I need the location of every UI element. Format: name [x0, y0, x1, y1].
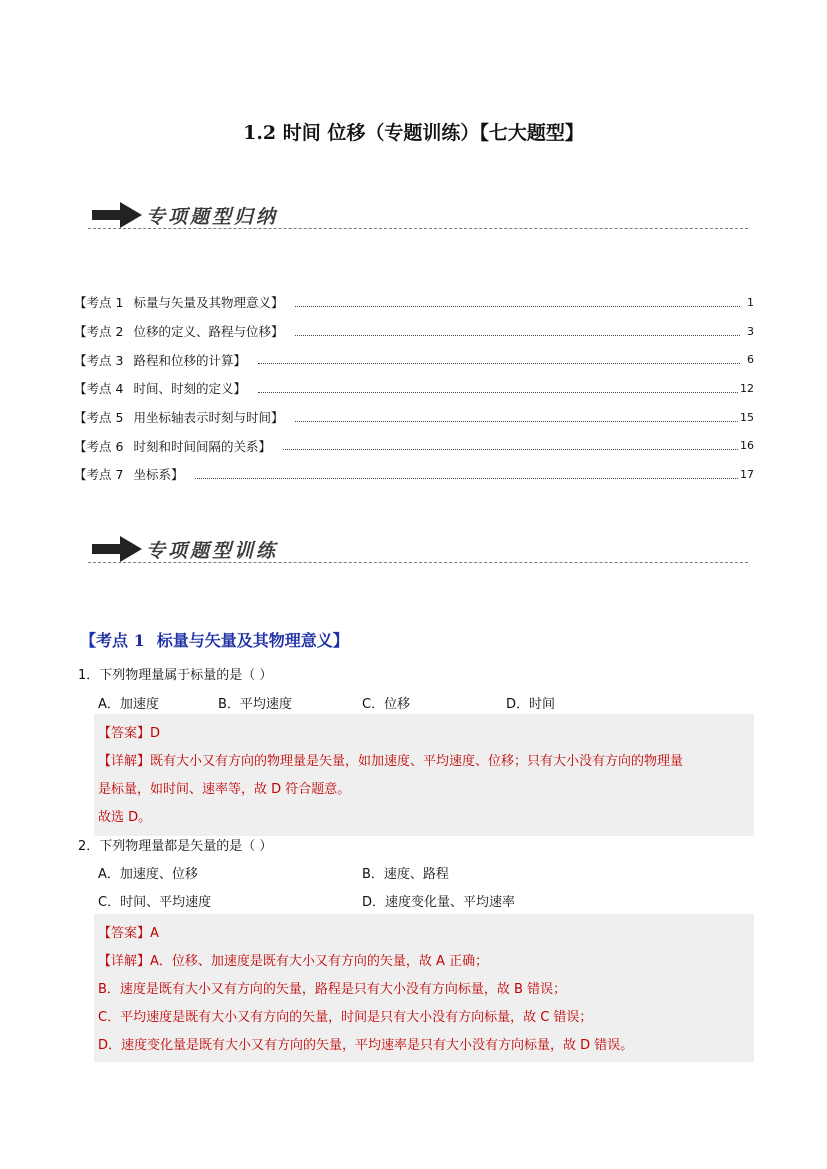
toc-tag: 【考点 6 [74, 438, 124, 454]
toc-item[interactable] [74, 317, 754, 346]
toc-label: 时间、时刻的定义】 [133, 381, 246, 397]
arrow-right-icon [92, 202, 142, 228]
toc-item[interactable] [74, 403, 754, 432]
detail-label: 【详解】 [98, 754, 151, 769]
option-d[interactable]: D．速度变化量、平均速率 [362, 895, 516, 910]
option-d[interactable]: D．时间 [506, 697, 556, 712]
toc-label: 用坐标轴表示时刻与时间】 [133, 410, 284, 426]
toc-tag: 【考点 5 [74, 410, 124, 426]
page-title: 1.2 时间 位移（专题训练）【七大题型】 [243, 122, 584, 144]
answer-label: 【答案】 [98, 926, 151, 941]
detail-label: 【详解】 [98, 954, 151, 969]
toc-tag: 【考点 1 [74, 295, 124, 311]
banner-title: 专项题型归纳 [146, 206, 279, 228]
toc-tag: 【考点 2 [74, 324, 124, 340]
option-a[interactable]: A．加速度 [98, 697, 159, 712]
toc-item[interactable] [74, 460, 754, 489]
answer-label: 【答案】 [98, 726, 151, 741]
toc-label: 坐标系】 [133, 467, 184, 483]
section-label: 标量与矢量及其物理意义】 [156, 631, 349, 650]
option-c[interactable]: C．时间、平均速度 [98, 895, 212, 910]
option-b[interactable]: B．速度、路程 [362, 867, 449, 882]
arrow-right-icon [92, 536, 142, 562]
toc-leader [195, 478, 738, 479]
toc-item[interactable] [74, 345, 754, 374]
question-options [98, 863, 738, 883]
question-stem: 2．下列物理量都是矢量的是（ ） [78, 839, 273, 854]
toc-leader [295, 421, 738, 422]
divider [88, 562, 748, 563]
toc-page-number: 6 [747, 353, 754, 367]
toc-leader [295, 335, 740, 336]
toc-item[interactable] [74, 374, 754, 403]
toc-leader [258, 363, 740, 364]
answer-value: A [150, 926, 159, 941]
detail-text: A．位移、加速度是既有大小又有方向的矢量，故 A 正确； [150, 954, 489, 969]
toc-label: 路程和位移的计算】 [133, 352, 246, 368]
answer-box [94, 914, 754, 1062]
section-tag: 【考点 1 [80, 631, 145, 650]
answer-line [98, 720, 750, 748]
section-heading [80, 628, 349, 651]
detail-line [98, 948, 750, 976]
toc-label: 时刻和时间间隔的关系】 [133, 438, 271, 454]
detail-line [98, 748, 750, 776]
option-c[interactable]: C．位移 [362, 697, 411, 712]
answer-line [98, 920, 750, 948]
toc-tag: 【考点 7 [74, 467, 124, 483]
detail-line: D．速度变化量是既有大小又有方向的矢量，平均速率是只有大小没有方向标量，故 D 错误。 [98, 1038, 634, 1053]
toc-leader [283, 449, 738, 450]
toc-leader [258, 392, 738, 393]
answer-value: D [150, 726, 161, 741]
question-options [98, 891, 738, 911]
toc-page-number: 16 [740, 439, 754, 453]
toc-tag: 【考点 3 [74, 352, 124, 368]
detail-text: 既有大小又有方向的物理量是矢量，如加速度、平均速度、位移；只有大小没有方向的物理量 [150, 754, 684, 769]
toc-leader [295, 306, 740, 307]
toc-page-number: 15 [740, 410, 754, 424]
toc-tag: 【考点 4 [74, 381, 124, 397]
banner-title: 专项题型训练 [146, 540, 279, 562]
detail-line: B．速度是既有大小又有方向的矢量，路程是只有大小没有方向标量，故 B 错误； [98, 982, 567, 997]
section-banner-summary [88, 198, 748, 238]
answer-box [94, 714, 754, 836]
detail-line: C．平均速度是既有大小又有方向的矢量，时间是只有大小没有方向标量，故 C 错误； [98, 1010, 593, 1025]
question-stem: 1．下列物理量属于标量的是（ ） [78, 668, 273, 683]
section-banner-training [88, 532, 748, 572]
toc-page-number: 12 [740, 381, 754, 395]
option-b[interactable]: B．平均速度 [218, 697, 292, 712]
option-a[interactable]: A．加速度、位移 [98, 867, 198, 882]
toc-item[interactable] [74, 288, 754, 317]
detail-line: 是标量，如时间、速率等，故 D 符合题意。 [98, 782, 351, 797]
toc-item[interactable] [74, 431, 754, 460]
table-of-contents [74, 288, 754, 489]
toc-page-number: 3 [747, 324, 754, 338]
toc-label: 标量与矢量及其物理意义】 [133, 295, 284, 311]
toc-page-number: 17 [740, 467, 754, 481]
divider [88, 228, 748, 229]
toc-label: 位移的定义、路程与位移】 [133, 324, 284, 340]
conclusion-line: 故选 D。 [98, 810, 152, 825]
question-options [98, 693, 738, 713]
toc-page-number: 1 [747, 295, 754, 309]
